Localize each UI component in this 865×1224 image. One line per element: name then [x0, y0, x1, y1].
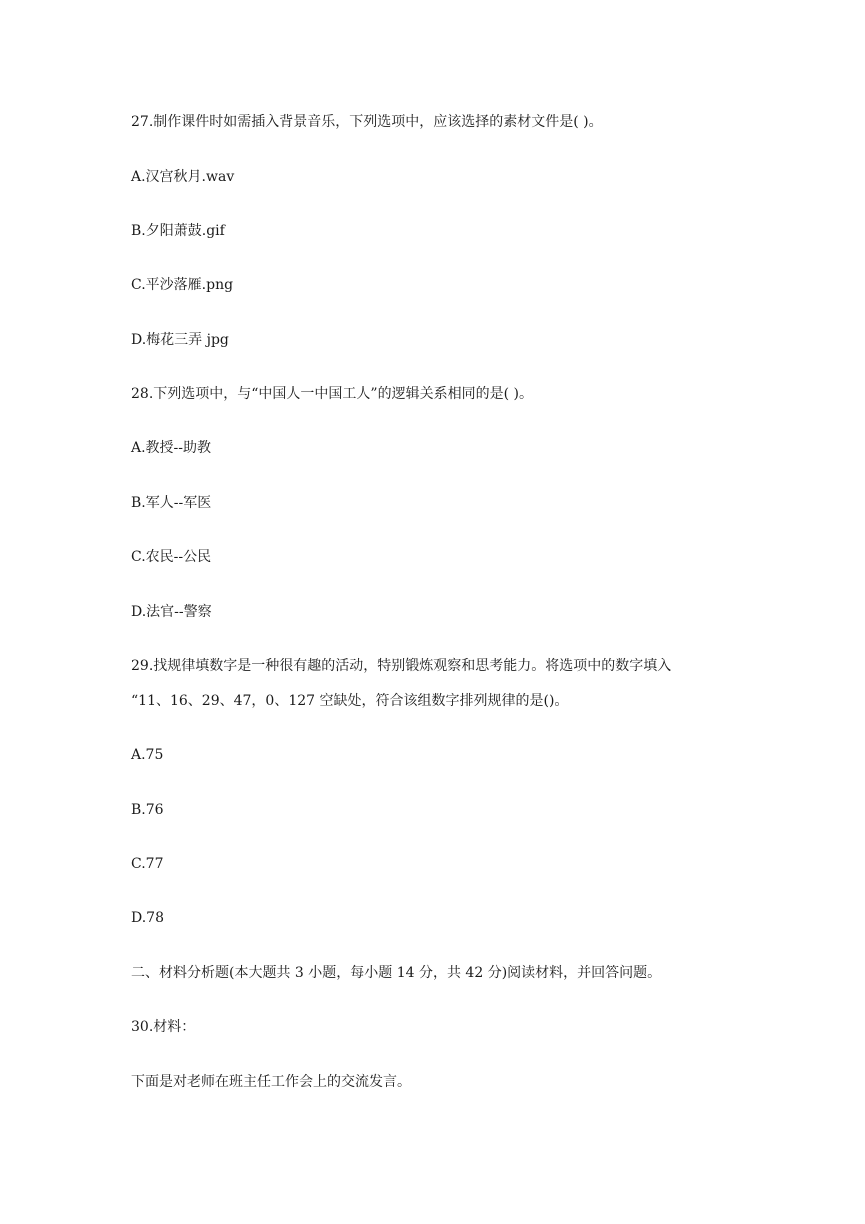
question-30-label: 30.材料： — [131, 1019, 196, 1035]
question-27-option-c: C.平沙落雁.png — [131, 277, 234, 293]
question-29-option-c: C.77 — [131, 856, 164, 872]
question-29-option-d: D.78 — [131, 910, 164, 926]
question-29-stem-line-2: “11、16、29、47，0、127 空缺处，符合该组数字排列规律的是()。 — [131, 693, 569, 709]
question-29-option-b: B.76 — [131, 802, 164, 818]
question-27-option-a: A.汉宫秋月.wav — [131, 169, 235, 185]
section-2-heading: 二、材料分析题(本大题共 3 小题，每小题 14 分，共 42 分)阅读材料，并回答问题。 — [131, 965, 662, 981]
question-28-option-a: A.教授--助教 — [131, 440, 212, 456]
question-27-stem: 27.制作课件时如需插入背景音乐，下列选项中，应该选择的素材文件是( )。 — [131, 114, 603, 130]
question-29-stem-line-1: 29.找规律填数字是一种很有趣的活动，特别锻炼观察和思考能力。将选项中的数字填入 — [131, 658, 672, 674]
question-29-option-a: A.75 — [131, 747, 164, 763]
question-28-option-b: B.军人--军医 — [131, 495, 212, 511]
question-30-material-text: 下面是对老师在班主任工作会上的交流发言。 — [131, 1074, 411, 1090]
question-28-option-d: D.法官--警察 — [131, 604, 212, 620]
question-27-option-d: D.梅花三弄 jpg — [131, 332, 229, 348]
question-27-option-b: B.夕阳萧鼓.gif — [131, 223, 225, 239]
question-28-option-c: C.农民--公民 — [131, 549, 212, 565]
question-28-stem: 28.下列选项中，与“中国人一中国工人”的逻辑关系相同的是( )。 — [131, 386, 533, 402]
